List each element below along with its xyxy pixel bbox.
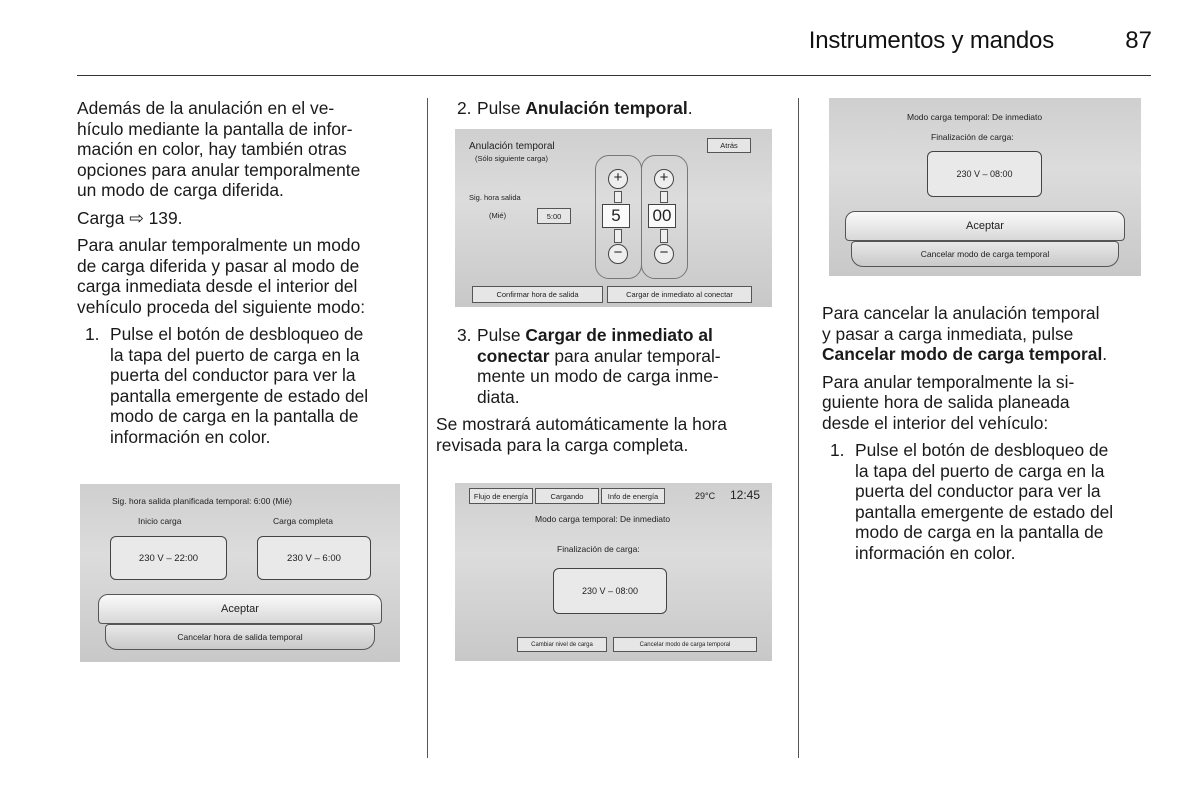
minute-slider-bottom: [660, 229, 668, 243]
minute-slider-top: [660, 191, 668, 203]
column-divider-1: [427, 98, 428, 758]
cancel-override-paragraph: Para cancelar la anulación temporal y pasar a carga inmediata, pulse Cancelar modo de carga temporal.: [822, 303, 1108, 364]
screen-temporary-override: [455, 129, 772, 307]
header-rule: [77, 75, 1151, 76]
page-number: 87: [1125, 27, 1152, 54]
override-title: Anulación temporal: [469, 141, 555, 152]
step-1-col3: 1. Pulse el botón de desbloqueo de la tapa del puerto de carga en la puerta del conductor para ver la pantalla emergente de estado del modo de carga en la pantalla de información en color.: [830, 440, 1114, 563]
change-charge-level-button[interactable]: Cambiar nivel de carga: [517, 637, 607, 652]
override-subtitle: (Sólo siguiente carga): [475, 154, 548, 163]
inicio-carga-label: Inicio carga: [138, 516, 182, 526]
intro-paragraph: Además de la anulación en el ve- hículo mediante la pantalla de infor- mación en color, hay también otras opciones para anular temporalmente un modo de carga diferida.: [77, 98, 361, 200]
tab-energy-flow[interactable]: Flujo de energía: [469, 488, 533, 504]
temperature-readout: 29°C: [695, 491, 716, 501]
back-button[interactable]: Atrás: [707, 138, 751, 153]
screen-temp-mode-popup: [829, 98, 1141, 276]
accept-button-2[interactable]: Aceptar: [845, 211, 1125, 241]
hour-minus-icon[interactable]: −: [608, 244, 628, 264]
completion-time-box-2: 230 V – 08:00: [927, 151, 1042, 197]
start-charge-box: 230 V – 22:00: [110, 536, 227, 580]
steps-list: [77, 324, 412, 447]
hour-plus-icon[interactable]: +: [608, 169, 628, 189]
column-2-lower: [436, 325, 784, 462]
cancel-temp-mode-button[interactable]: Cancelar modo de carga temporal: [851, 241, 1119, 267]
day-label: (Mié): [489, 211, 507, 220]
steps-list-4: [822, 440, 1157, 563]
column-3: [822, 303, 1157, 563]
completion-label-2: Finalización de carga:: [931, 132, 1014, 142]
auto-time-paragraph: Se mostrará automáticamente la hora revisada para la carga completa.: [436, 414, 727, 455]
hour-digit: 5: [602, 204, 630, 228]
next-departure-label: Sig. hora salida: [469, 193, 521, 202]
full-charge-box: 230 V – 6:00: [257, 536, 371, 580]
temp-mode-text: Modo carga temporal: De inmediato: [535, 514, 671, 524]
minute-plus-icon[interactable]: +: [654, 169, 674, 189]
cancel-temp-departure-button[interactable]: Cancelar hora de salida temporal: [105, 624, 375, 650]
time-field[interactable]: 5:00: [537, 208, 571, 224]
column-divider-2: [798, 98, 799, 758]
page-header: [0, 27, 1200, 57]
accept-button[interactable]: Aceptar: [98, 594, 382, 624]
carga-completa-label: Carga completa: [273, 516, 334, 526]
column-2: [444, 98, 784, 119]
completion-time-box: 230 V – 08:00: [553, 568, 667, 614]
instructions-paragraph: Para anular temporalmente un modo de carga diferida y pasar al modo de carga inmediata desde el interior del vehículo proceda del siguiente modo:: [77, 235, 366, 317]
steps-list-3: [444, 325, 784, 407]
hour-slider-bottom: [614, 229, 622, 243]
screen-departure-summary: [80, 484, 400, 662]
column-1: [77, 98, 412, 447]
clock-readout: 12:45: [730, 488, 761, 502]
completion-label: Finalización de carga:: [557, 544, 640, 554]
override-departure-paragraph: Para anular temporalmente la si- guiente hora de salida planeada desde el interior del vehículo:: [822, 371, 1075, 433]
tab-energy-info[interactable]: Info de energía: [601, 488, 665, 504]
tab-charging[interactable]: Cargando: [535, 488, 599, 504]
step-3: 3. Pulse Cargar de inmediato al conectar para anular temporal- mente un modo de carga inme- diata.: [457, 325, 721, 407]
step-2: 2. Pulse Anulación temporal.: [457, 98, 693, 118]
section-title: Instrumentos y mandos: [808, 27, 1054, 54]
minute-minus-icon[interactable]: −: [654, 244, 674, 264]
temp-mode-text-2: Modo carga temporal: De inmediato: [907, 112, 1043, 122]
carga-reference: Carga ⇨ 139.: [77, 207, 183, 228]
step-1: 1. Pulse el botón de desbloqueo de la tapa del puerto de carga en la puerta del conductor para ver la pantalla emergente de estado del modo de carga en la pantalla de información en color.: [85, 324, 369, 447]
confirm-departure-button[interactable]: Confirmar hora de salida: [472, 286, 603, 303]
charge-now-button[interactable]: Cargar de inmediato al conectar: [607, 286, 752, 303]
minute-digit: 00: [648, 204, 676, 228]
planned-departure-text: Sig. hora salida planificada temporal: 6:00 (Mié): [112, 496, 293, 506]
hour-slider-top: [614, 191, 622, 203]
cancel-temp-mode-small-button[interactable]: Cancelar modo de carga temporal: [613, 637, 757, 652]
screen-charging-status: [455, 483, 772, 661]
steps-list-2: [444, 98, 784, 119]
